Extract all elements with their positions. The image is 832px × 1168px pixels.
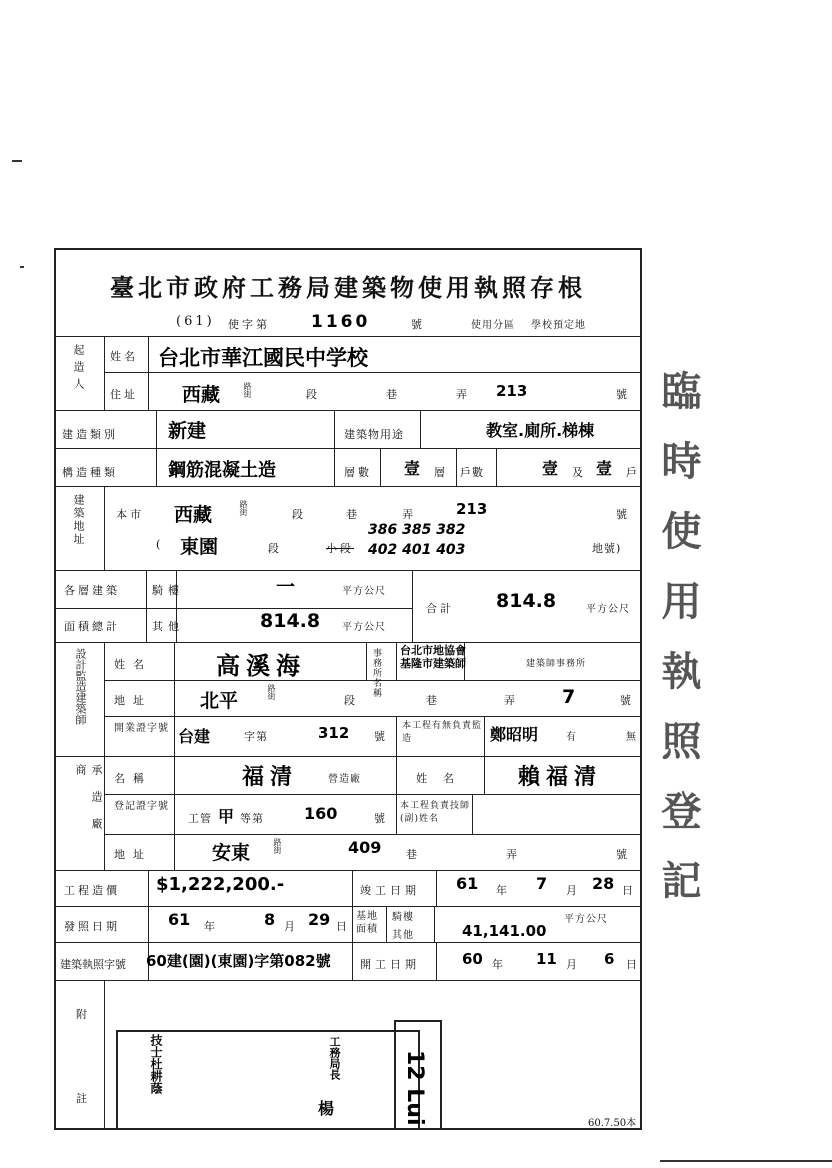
license-suffix: 號 — [374, 730, 388, 743]
zone-label: 使用分區 — [471, 320, 515, 331]
site-area-unit: 平方公尺 — [564, 914, 608, 925]
form-title: 臺北市政府工務局建築物使用執照存根 — [110, 273, 586, 302]
supervisor-none: 無 — [626, 732, 637, 743]
site-city: 本市 — [116, 508, 144, 521]
margin-handwriting: 臨 時 使 用 執 照 登 記 — [655, 370, 702, 908]
units-value: 壹 — [542, 459, 559, 478]
designer-name-label: 姓名 — [114, 658, 152, 671]
contractor-reg-suffix: 號 — [374, 812, 388, 825]
license-label: 開業證字號 — [114, 723, 169, 734]
stamp-technician: 技士杜耕蔭 — [149, 1034, 163, 1094]
site-area-arcade: 騎樓 — [392, 912, 414, 923]
units-value-2: 壹 — [596, 459, 613, 478]
applicant-address-road: 西藏 — [182, 384, 221, 406]
site-road-unit: 路街 — [239, 500, 248, 516]
start-year: 60 — [462, 950, 483, 968]
issue-month: 8 — [264, 910, 276, 929]
designer-address-road: 北平 — [200, 690, 239, 712]
cost-label: 工程造價 — [64, 884, 120, 897]
site-paren: ( — [156, 538, 164, 551]
site-lots-unit: 地號) — [592, 542, 622, 555]
applicant-name-label: 姓名 — [110, 350, 138, 363]
building-type: 新建 — [168, 420, 207, 442]
structure-label: 構造種類 — [62, 466, 118, 479]
permit-number-prefix: (61) — [176, 314, 215, 329]
site-lots-row2: 402 401 403 — [368, 542, 466, 558]
notes-label-2: 註 — [76, 1092, 90, 1105]
contractor-address-alley: 弄 — [506, 848, 520, 861]
total-label: 合計 — [426, 602, 454, 615]
area-label-2: 面積總計 — [64, 620, 120, 633]
arcade-unit: 平方公尺 — [342, 586, 386, 597]
floors-unit: 層 — [434, 466, 448, 479]
arcade-label: 騎樓 — [152, 584, 184, 597]
permit-number: 1160 — [311, 312, 371, 332]
permit-label: 建築執照字號 — [60, 958, 126, 971]
units-label: 戶數 — [460, 466, 484, 479]
start-month-unit: 月 — [566, 958, 580, 971]
permit-form — [54, 248, 642, 1130]
applicant-address-lane: 巷 — [386, 388, 400, 401]
designer-address-alley: 弄 — [504, 694, 518, 707]
site-area-other-value: 41,141.00 — [462, 922, 547, 940]
permit-number-suffix: 號 — [411, 318, 425, 331]
applicant-section-label: 起造人 — [72, 344, 85, 395]
contractor-address-seg: 409 — [348, 838, 382, 857]
start-day: 6 — [604, 950, 615, 968]
complete-day: 28 — [592, 874, 615, 893]
designer-name: 高溪海 — [216, 652, 306, 680]
notes-label-1: 附 — [76, 1008, 90, 1021]
applicant-address-seg: 段 — [306, 388, 320, 401]
complete-day-unit: 日 — [622, 884, 636, 897]
start-year-unit: 年 — [492, 958, 506, 971]
complete-month: 7 — [536, 874, 548, 893]
site-no-value: 213 — [456, 500, 488, 518]
total-value: 814.8 — [496, 590, 557, 612]
contractor-name: 福清 — [242, 765, 299, 790]
supervisor-has: 有 — [566, 732, 577, 743]
contractor-person: 賴福清 — [518, 765, 603, 790]
print-footer: 60.7.50本 — [588, 1118, 637, 1129]
license-mid: 字第 — [244, 730, 268, 743]
other-label: 其他 — [152, 620, 184, 633]
complete-label: 竣工日期 — [360, 884, 420, 897]
building-use-label: 建築物用途 — [344, 428, 404, 441]
applicant-address-no-value: 213 — [496, 382, 528, 400]
scan-speck — [20, 266, 24, 268]
supervisor-label: 本工程有無負責監造 — [402, 721, 483, 744]
designer-address-seg: 段 — [344, 694, 358, 707]
other-value: 814.8 — [260, 610, 321, 632]
contractor-address-road: 安東 — [212, 842, 251, 864]
stamp-director-sub: 楊 — [318, 1099, 335, 1118]
arcade-value: 一 — [276, 576, 296, 598]
signature: 12 Lui — [402, 1050, 427, 1126]
designer-section-label: 設計監造建築師 — [74, 648, 87, 725]
issue-label: 發照日期 — [64, 920, 120, 933]
office-label: 事務所名稱 — [371, 648, 381, 698]
contractor-tech-label: 本工程負責技師(副)姓名 — [400, 801, 471, 824]
office-value: 台北市地協會 基隆市建築師 — [400, 644, 466, 670]
issue-day-unit: 日 — [336, 920, 350, 933]
contractor-person-label: 姓名 — [416, 772, 470, 785]
contractor-address-label: 地址 — [114, 848, 152, 861]
units-mid: 及 — [572, 466, 586, 479]
site-area-other: 其他 — [392, 930, 414, 941]
supervisor-value: 鄭昭明 — [490, 725, 539, 744]
designer-address-no-value: 7 — [562, 686, 576, 708]
contractor-reg-grade: 甲 — [218, 807, 235, 826]
permit-value: 60建(園)(東園)字第082號 — [146, 952, 331, 970]
zone-value: 學校預定地 — [531, 320, 586, 331]
scan-speck — [12, 160, 22, 162]
contractor-reg-mid: 等第 — [240, 812, 264, 825]
site-section-label: 建築地址 — [72, 494, 85, 546]
designer-address-lane: 巷 — [426, 694, 440, 707]
license-value: 台建 — [178, 727, 211, 746]
site-seg: 段 — [292, 508, 306, 521]
designer-address-no: 號 — [620, 694, 634, 707]
site-lane: 巷 — [346, 508, 360, 521]
site-lots-row1: 386 385 382 — [368, 522, 466, 538]
applicant-address-no: 號 — [616, 388, 630, 401]
site-district: 東園 — [180, 536, 219, 558]
contractor-name-label: 名稱 — [114, 772, 152, 785]
floors-label: 層數 — [344, 466, 372, 479]
office-suffix: 建築師事務所 — [526, 659, 587, 669]
other-unit: 平方公尺 — [342, 622, 386, 633]
contractor-section-label: 承造廠商 — [74, 764, 103, 845]
applicant-address-road-unit: 路街 — [243, 382, 252, 398]
license-no: 312 — [318, 724, 350, 742]
contractor-address-lane: 巷 — [406, 848, 420, 861]
site-subseg: 小段 — [326, 542, 354, 555]
total-unit: 平方公尺 — [586, 604, 630, 615]
applicant-address-label: 住址 — [110, 388, 138, 401]
scan-edge — [660, 1160, 832, 1162]
stamp-director: 工務局長 — [328, 1036, 341, 1080]
site-no: 號 — [616, 508, 630, 521]
area-label-1: 各層建築 — [64, 584, 120, 597]
contractor-reg-label: 登記證字號 — [114, 801, 169, 812]
complete-year-unit: 年 — [496, 884, 510, 897]
contractor-name-suffix: 營造廠 — [328, 774, 361, 785]
contractor-reg-no: 160 — [304, 804, 338, 823]
complete-year: 61 — [456, 874, 479, 893]
site-road: 西藏 — [174, 504, 213, 526]
start-label: 開工日期 — [360, 958, 420, 971]
units-unit: 戶 — [626, 466, 640, 479]
contractor-address-no: 號 — [616, 848, 630, 861]
designer-address-label: 地址 — [114, 694, 152, 707]
start-month: 11 — [536, 950, 557, 968]
cost-value: $1,222,200.- — [156, 874, 285, 895]
applicant-name: 台北市華江國民中学校 — [158, 346, 368, 370]
site-seg-2: 段 — [268, 542, 282, 555]
applicant-address-alley: 弄 — [456, 388, 470, 401]
site-area-label: 基地面積 — [356, 911, 378, 935]
complete-month-unit: 月 — [566, 884, 580, 897]
building-use: 教室.廁所.梯棟 — [486, 421, 595, 440]
building-type-label: 建造類別 — [62, 428, 118, 441]
permit-number-label: 使字第 — [228, 318, 270, 331]
site-alley: 弄 — [402, 508, 416, 521]
structure-type: 鋼筋混凝土造 — [168, 460, 276, 481]
start-day-unit: 日 — [626, 958, 640, 971]
issue-year: 61 — [168, 910, 191, 929]
issue-day: 29 — [308, 910, 331, 929]
issue-year-unit: 年 — [204, 920, 218, 933]
issue-month-unit: 月 — [284, 920, 298, 933]
designer-address-road-unit: 路街 — [267, 684, 276, 700]
floors-value: 壹 — [404, 459, 421, 478]
contractor-address-road-unit: 路街 — [273, 838, 282, 854]
contractor-reg-value: 工管 — [188, 812, 212, 825]
